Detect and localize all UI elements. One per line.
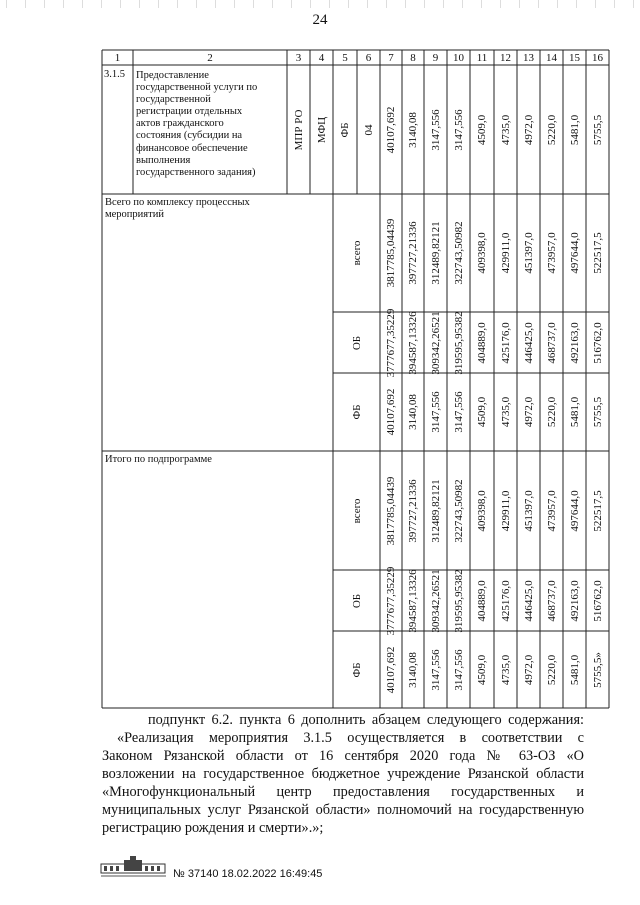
complex-total-value-cell: 3147,556 bbox=[429, 391, 442, 433]
subprogram-total-source-cell: всего bbox=[350, 498, 363, 523]
description-line: государственной bbox=[136, 94, 211, 106]
column-number-header: 15 bbox=[569, 52, 580, 64]
subprogram-total-value-cell: 40107,692 bbox=[385, 646, 397, 693]
participant-cell: МФЦ bbox=[315, 116, 328, 143]
complex-total-source-cell: ФБ bbox=[350, 404, 363, 420]
complex-total-source-cell: всего bbox=[350, 240, 363, 266]
subprogram-total-value-cell: 3777677,35229 bbox=[385, 566, 397, 635]
registry-number: № 37140 18.02.2022 16:49:45 bbox=[173, 868, 323, 880]
value-cell: 3147,556 bbox=[452, 108, 465, 151]
column-number-header: 10 bbox=[453, 52, 464, 64]
subprogram-total-value-cell: 497644,0 bbox=[568, 489, 581, 532]
subprogram-total-value-cell: 397727,21336 bbox=[407, 478, 419, 543]
subprogram-total-value-cell: 425176,0 bbox=[499, 579, 512, 622]
row-code: 3.1.5 bbox=[104, 69, 125, 80]
complex-total-value-cell: 404889,0 bbox=[476, 321, 488, 364]
subprogram-total-value-cell: 429911,0 bbox=[499, 490, 512, 531]
complex-total-value-cell: 451397,0 bbox=[522, 232, 535, 274]
subprogram-total-value-cell: 394587,13326 bbox=[407, 568, 419, 633]
subprogram-total-value-cell: 319595,95382 bbox=[452, 568, 465, 633]
complex-total-value-cell: 394587,13326 bbox=[407, 310, 419, 375]
column-number-header: 14 bbox=[546, 52, 557, 64]
description-line: Предоставление bbox=[136, 70, 209, 81]
complex-total-value-cell: 492163,0 bbox=[568, 321, 581, 364]
value-cell: 3140,08 bbox=[407, 111, 419, 148]
column-number-header: 2 bbox=[207, 52, 213, 64]
subprogram-total-value-cell: 522517,5 bbox=[591, 489, 604, 532]
paragraph-line-6: регистрацию рождения и смерти».»; bbox=[102, 820, 324, 836]
paragraph-line-4: «Многофункциональный центр предоставления государственных и bbox=[102, 784, 584, 800]
subprogram-total-value-cell: 3817785,04439 bbox=[385, 476, 397, 545]
column-number-header: 7 bbox=[388, 52, 394, 64]
activity-description bbox=[136, 70, 286, 179]
value-cell: 5481,0 bbox=[568, 114, 581, 145]
complex-total-value-cell: 4735,0 bbox=[499, 396, 512, 428]
complex-total-value-cell: 322743,50982 bbox=[452, 221, 465, 285]
paragraph-line-2: Законом Рязанской области от 16 сентября 2020 года № 63-ОЗ «О bbox=[102, 748, 584, 764]
subprogram-total-value-cell: 322743,50982 bbox=[452, 478, 465, 543]
column-number-header: 16 bbox=[592, 52, 603, 64]
subprogram-total-value-cell: 404889,0 bbox=[476, 579, 488, 622]
year-cell: 04 bbox=[362, 124, 375, 135]
subprogram-total-value-cell: 516762,0 bbox=[591, 579, 604, 622]
subprogram-total-value-cell: 3147,556 bbox=[429, 648, 442, 691]
complex-total-value-cell: 3777677,35229 bbox=[385, 308, 397, 377]
complex-total-value-cell: 3147,556 bbox=[452, 391, 465, 433]
description-line: актов гражданского bbox=[136, 118, 224, 130]
complex-total-value-cell: 3140,08 bbox=[407, 394, 419, 430]
description-line: выполнения bbox=[136, 154, 191, 166]
label-line: мероприятий bbox=[105, 209, 164, 221]
value-cell: 5220,0 bbox=[545, 114, 558, 145]
paragraph-line-3: возложении на государственное бюджетное учреждение Рязанской области bbox=[102, 766, 584, 782]
complex-total-value-cell: 309342,26521 bbox=[429, 310, 442, 375]
complex-total-value-cell: 522517,5 bbox=[591, 232, 604, 274]
subprogram-total-value-cell: 446425,0 bbox=[522, 579, 535, 622]
description-line: регистрации отдельных bbox=[136, 106, 243, 118]
subprogram-total-value-cell: 309342,26521 bbox=[429, 568, 442, 633]
subprogram-total-value-cell: 451397,0 bbox=[522, 489, 535, 532]
complex-total-value-cell: 425176,0 bbox=[499, 321, 512, 364]
complex-total-value-cell: 40107,692 bbox=[385, 388, 397, 436]
column-number-header: 5 bbox=[342, 52, 348, 64]
subprogram-total-label bbox=[105, 454, 331, 466]
subprogram-total-value-cell: 3140,08 bbox=[407, 651, 419, 688]
value-cell: 40107,692 bbox=[385, 106, 397, 153]
value-cell: 3147,556 bbox=[429, 108, 442, 151]
page-number: 24 bbox=[312, 12, 328, 28]
complex-total-value-cell: 516762,0 bbox=[591, 321, 604, 364]
complex-total-value-cell: 4972,0 bbox=[522, 396, 535, 428]
value-cell: 4509,0 bbox=[476, 114, 488, 145]
subprogram-total-value-cell: 5220,0 bbox=[545, 654, 558, 685]
complex-total-source-cell: ОБ bbox=[350, 335, 363, 350]
subprogram-total-value-cell: 5481,0 bbox=[568, 654, 581, 685]
complex-total-value-cell: 4509,0 bbox=[476, 396, 488, 428]
executor-cell: МПР РО bbox=[292, 109, 305, 150]
subprogram-total-source-cell: ФБ bbox=[350, 661, 363, 678]
description-line: государственного задания) bbox=[136, 166, 256, 178]
subprogram-total-value-cell: 3147,556 bbox=[452, 648, 465, 691]
complex-total-value-cell: 312489,82121 bbox=[429, 221, 442, 285]
complex-total-value-cell: 5481,0 bbox=[568, 396, 581, 428]
registry-stamp-icon bbox=[100, 854, 168, 878]
complex-total-value-cell: 397727,21336 bbox=[407, 221, 419, 285]
paragraph-line-5: муниципальных услуг Рязанской области» полномочий на государственную bbox=[102, 802, 584, 818]
column-number-header: 3 bbox=[295, 52, 302, 64]
label-line: Итого по подпрограмме bbox=[105, 454, 212, 465]
column-number-header: 1 bbox=[114, 52, 121, 64]
complex-total-value-cell: 5220,0 bbox=[545, 396, 558, 428]
column-number-header: 12 bbox=[500, 52, 511, 64]
subprogram-total-value-cell: 468737,0 bbox=[545, 579, 558, 622]
complex-total-value-cell: 319595,95382 bbox=[452, 310, 465, 375]
complex-total-value-cell: 3817785,04439 bbox=[385, 218, 397, 288]
instruction-line: подпункт 6.2. пункта 6 дополнить абзацем следующего содержания: bbox=[148, 712, 584, 728]
complex-total-value-cell: 409398,0 bbox=[476, 232, 488, 274]
column-number-header: 13 bbox=[523, 52, 534, 64]
subprogram-total-value-cell: 492163,0 bbox=[568, 579, 581, 622]
description-line: состояния (субсидии на bbox=[136, 130, 243, 142]
subprogram-total-value-cell: 4735,0 bbox=[499, 654, 512, 685]
subprogram-total-value-cell: 409398,0 bbox=[476, 489, 488, 532]
column-number-header: 6 bbox=[365, 52, 372, 64]
description-line: государственной услуги по bbox=[136, 82, 258, 94]
complex-total-label bbox=[105, 197, 331, 221]
column-number-header: 11 bbox=[476, 52, 488, 64]
subprogram-total-value-cell: 4509,0 bbox=[476, 654, 488, 685]
value-cell: 4735,0 bbox=[499, 114, 512, 145]
subprogram-total-value-cell: 5755,5» bbox=[591, 651, 604, 688]
label-line: Всего по комплексу процессных bbox=[105, 197, 250, 208]
complex-total-value-cell: 468737,0 bbox=[545, 321, 558, 364]
subprogram-total-source-cell: ОБ bbox=[350, 593, 363, 608]
paragraph-line-1: «Реализация мероприятия 3.1.5 осуществляется в соответствии с bbox=[117, 730, 584, 746]
complex-total-value-cell: 5755,5 bbox=[591, 396, 604, 428]
complex-total-value-cell: 473957,0 bbox=[545, 232, 558, 274]
description-line: финансовое обеспечение bbox=[136, 142, 248, 154]
complex-total-value-cell: 429911,0 bbox=[499, 232, 512, 274]
column-number-header: 4 bbox=[318, 52, 325, 64]
column-number-header: 9 bbox=[432, 52, 439, 64]
subprogram-total-value-cell: 4972,0 bbox=[522, 654, 535, 685]
complex-total-value-cell: 446425,0 bbox=[522, 321, 535, 364]
subprogram-total-value-cell: 312489,82121 bbox=[429, 478, 442, 543]
source-cell: ФБ bbox=[339, 121, 351, 138]
complex-total-value-cell: 497644,0 bbox=[568, 232, 581, 274]
value-cell: 5755,5 bbox=[591, 114, 604, 145]
column-number-header: 8 bbox=[410, 52, 416, 64]
subprogram-total-value-cell: 473957,0 bbox=[545, 489, 558, 532]
value-cell: 4972,0 bbox=[522, 114, 535, 145]
